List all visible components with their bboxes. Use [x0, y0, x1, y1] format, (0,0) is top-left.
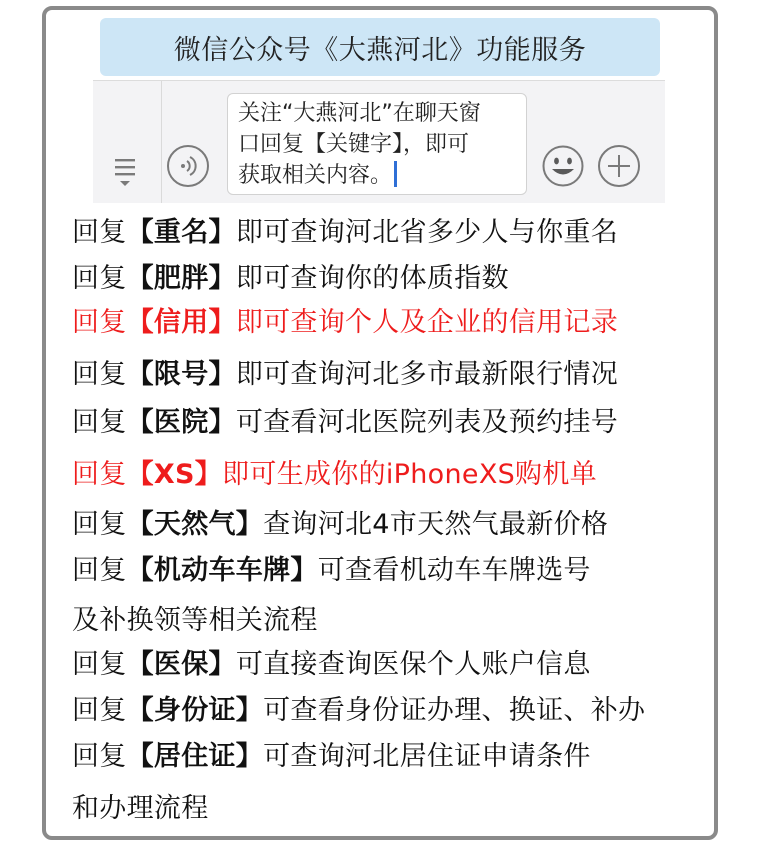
keyword: 【身份证】: [126, 695, 264, 726]
divider: [161, 81, 162, 203]
instruction-line: [72, 502, 608, 541]
keyword: 【限号】: [126, 359, 236, 390]
reply-prefix: 回复: [72, 509, 127, 540]
menu-icon[interactable]: [109, 155, 141, 189]
keyword: 【信用】: [126, 307, 236, 338]
keyword: 【肥胖】: [126, 263, 236, 294]
instruction-line: [72, 400, 618, 439]
chat-input-bar: [93, 80, 665, 203]
instruction-description: 即可查询你的体质指数: [235, 263, 509, 294]
message-input[interactable]: [227, 93, 527, 195]
keyword: 【重名】: [126, 217, 236, 248]
input-line: [238, 160, 518, 191]
instruction-line: [72, 452, 597, 491]
instruction-description: 即可查询个人及企业的信用记录: [235, 307, 619, 338]
instruction-description: 即可查询河北多市最新限行情况: [235, 359, 619, 390]
instruction-line: [72, 256, 509, 295]
voice-button[interactable]: [167, 145, 209, 187]
plus-icon[interactable]: [598, 145, 640, 187]
reply-prefix: 回复: [72, 263, 127, 294]
instruction-description: 可查看机动车车牌选号: [317, 555, 591, 586]
instruction-description: 即可查询河北省多少人与你重名: [235, 217, 619, 248]
instruction-line: [72, 548, 591, 587]
keyword: 【XS】: [126, 459, 223, 490]
reply-prefix: 回复: [72, 741, 127, 772]
instruction-description: 即可生成你的iPhoneXS购机单: [222, 459, 597, 490]
instruction-description: 可直接查询医保个人账户信息: [235, 649, 591, 680]
instruction-line: [72, 598, 318, 637]
emoji-icon[interactable]: [542, 145, 584, 187]
keyword: 【医院】: [126, 407, 236, 438]
instruction-description: 及补换领等相关流程: [72, 605, 318, 636]
page-title: 微信公众号《大燕河北》功能服务: [100, 18, 660, 76]
instruction-description: 可查看身份证办理、换证、补办: [263, 695, 646, 726]
instruction-description: 可查看河北医院列表及预约挂号: [235, 407, 619, 438]
reply-prefix: 回复: [72, 649, 127, 680]
instruction-description: 和办理流程: [72, 793, 209, 824]
instruction-description: 可查询河北居住证申请条件: [263, 741, 591, 772]
instruction-line: [72, 734, 591, 773]
input-line: 关注“大燕河北”在聊天窗: [238, 101, 481, 126]
instruction-line: [72, 352, 618, 391]
keyword: 【天然气】: [126, 509, 264, 540]
text-caret: [394, 161, 397, 187]
keyword: 【机动车车牌】: [126, 555, 318, 586]
reply-prefix: 回复: [72, 307, 127, 338]
input-line-text: 获取相关内容。: [238, 163, 393, 188]
reply-prefix: 回复: [72, 407, 127, 438]
instruction-line: [72, 786, 209, 825]
keyword: 【医保】: [126, 649, 236, 680]
keyword: 【居住证】: [126, 741, 264, 772]
instruction-line: [72, 642, 591, 681]
instruction-line: [72, 300, 618, 339]
instruction-line: [72, 210, 618, 249]
voice-icon: [169, 147, 207, 185]
reply-prefix: 回复: [72, 695, 127, 726]
instruction-line: [72, 688, 645, 727]
input-line: 口回复【关键字】，即可: [238, 132, 470, 157]
reply-prefix: 回复: [72, 359, 127, 390]
instruction-description: 查询河北4市天然气最新价格: [263, 509, 609, 540]
reply-prefix: 回复: [72, 555, 127, 586]
reply-prefix: 回复: [72, 459, 127, 490]
reply-prefix: 回复: [72, 217, 127, 248]
